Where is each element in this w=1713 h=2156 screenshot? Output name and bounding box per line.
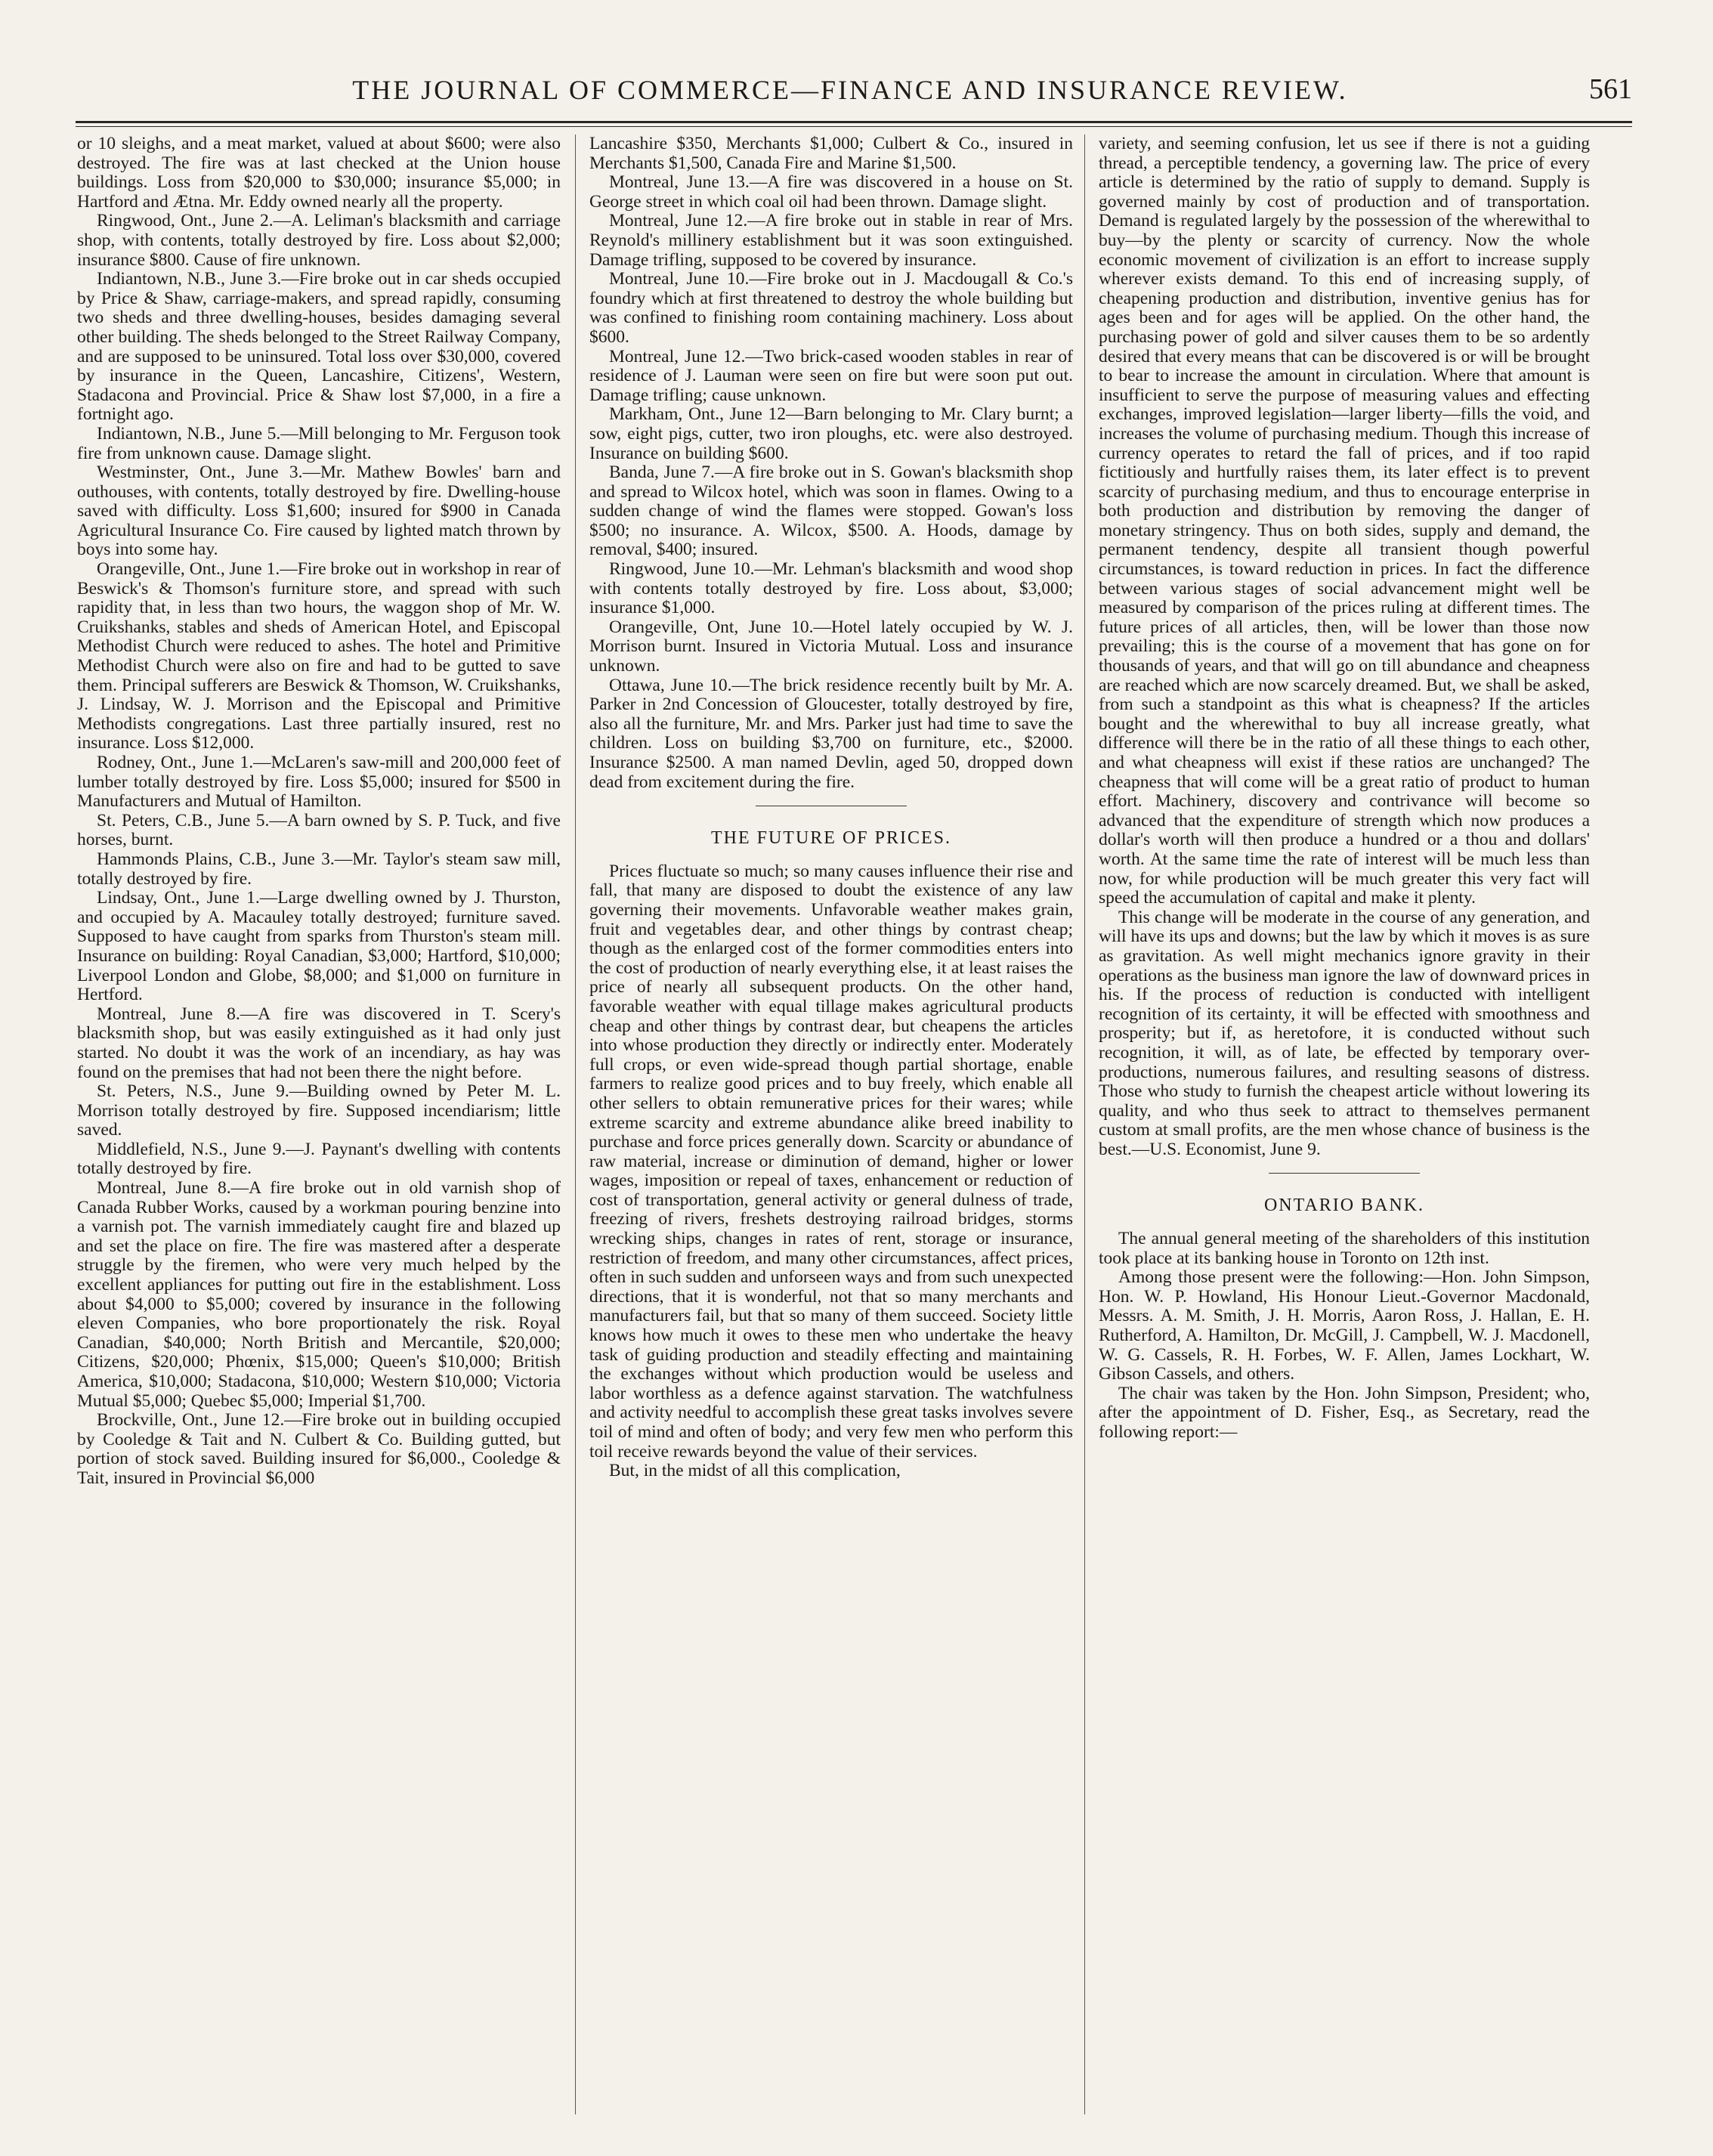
paragraph: Banda, June 7.—A fire broke out in S. Gowan's blacksmith shop and spread to Wilcox hotel, which was soon in flames. Owing to a sudden change of wind the flames were stopped. Gowan's loss $500; no insurance. A. Wilcox, $500. A. Hoods, damage by removal, $400; insured. [589, 462, 1073, 560]
paragraph: Indiantown, N.B., June 3.—Fire broke out in car sheds occupied by Price & Shaw, carriage-makers, and spread rapidly, consuming two sheds and three dwelling-houses, besides damaging several other building. The sheds belonged to the Street Railway Company, and are supposed to be uninsured. Total loss over $30,000, covered by insurance in the Queen, Lancashire, Citizens', Western, Stadacona and Provincial. Price & Shaw lost $7,000, in a fire a fortnight ago. [77, 269, 561, 425]
paragraph: Among those present were the following:—Hon. John Simpson, Hon. W. P. Howland, His Honour Lieut.-Governor Macdonald, Messrs. A. M. Smith, J. H. Morris, Aaron Ross, J. Hallan, E. H. Rutherford, A. Hamilton, Dr. McGill, J. Campbell, W. J. Macdonell, W. G. Cassels, R. H. Forbes, W. F. Allen, James Lockhart, W. Gibson Cassels, and others. [1099, 1267, 1590, 1384]
paragraph: Ringwood, June 10.—Mr. Lehman's blacksmith and wood shop with contents totally destroyed by fire. Loss about, $3,000; insurance $1,000. [589, 559, 1073, 618]
paragraph: Montreal, June 13.—A fire was discovered in a house on St. George street in which coal oil had been thrown. Damage slight. [589, 172, 1073, 212]
column-2 [589, 135, 1073, 2114]
paragraph: or 10 sleighs, and a meat market, valued at about $600; were also destroyed. The fire was at last checked at the Union house buildings. Loss from $20,000 to $30,000; insurance $5,000; in Hartford and Ætna. Mr. Eddy owned nearly all the property. [77, 135, 561, 212]
paragraph: The chair was taken by the Hon. John Simpson, President; who, after the appointment of D. Fisher, Esq., as Secretary, read the following report:— [1099, 1383, 1590, 1442]
paragraph: This change will be moderate in the course of any generation, and will have its ups and downs; but the law by which it moves is as sure as gravitation. As well might mechanics ignore gravity in their operations as the business man ignore the law of downward prices in his. If the process of reduction is conducted with intelligent recognition of its certainty, it will be effected with smoothness and prosperity; but if, as heretofore, it is conducted without such recognition, it will, as of late, be effected by temporary over-productions, numerous failures, and resulting seasons of distress. Those who study to furnish the cheapest article without lowering its quality, and who thus seek to attract to themselves permanent custom at small profits, are the men whose chance of business is the best.—U.S. Economist, June 9. [1099, 907, 1590, 1159]
paragraph: Westminster, Ont., June 3.—Mr. Mathew Bowles' barn and outhouses, with contents, totally destroyed by fire. Dwelling-house saved with difficulty. Loss $1,600; insured for $900 in Canada Agricultural Insurance Co. Fire caused by lighted match thrown by boys into some hay. [77, 462, 561, 560]
paragraph: Montreal, June 8.—A fire was discovered in T. Scery's blacksmith shop, but was easily extinguished as it had only just started. No doubt it was the work of an incendiary, as hay was found on the premises that had not been there the night before. [77, 1004, 561, 1082]
future-of-prices-continued [1099, 135, 1590, 1159]
paragraph: Brockville, Ont., June 12.—Fire broke out in building occupied by Cooledge & Tait and N. Culbert & Co. Building gutted, but portion of stock saved. Building insured for $6,000., Cooledge & Tait, insured in Provincial $6,000 [77, 1410, 561, 1488]
column-1 [77, 135, 561, 2114]
header-rule [76, 121, 1632, 123]
paragraph: St. Peters, N.S., June 9.—Building owned by Peter M. L. Morrison totally destroyed by fire. Supposed incendiarism; little saved. [77, 1081, 561, 1140]
paragraph: Hammonds Plains, C.B., June 3.—Mr. Taylor's steam saw mill, totally destroyed by fire. [77, 849, 561, 889]
section-title-ontario-bank: ONTARIO BANK. [1263, 1196, 1425, 1216]
paragraph: Orangeville, Ont., June 1.—Fire broke out in workshop in rear of Beswick's & Thomson's furniture store, and spread with such rapidity that, in less than two hours, the waggon shop of Mr. W. Cruikshanks, stables and sheds of American Hotel, and Episcopal Methodist Church were reduced to ashes. The hotel and Primitive Methodist Church were also on fire and had to be gutted to save them. Principal sufferers are Beswick & Thomson, W. Cruikshanks, J. Lindsay, W. J. Morrison and the Episcopal and Primitive Methodists congregations. Last three partially insured, rest no insurance. Loss $12,000. [77, 559, 561, 753]
section-divider [1269, 1173, 1420, 1174]
paragraph: Ringwood, Ont., June 2.—A. Leliman's blacksmith and carriage shop, with contents, totally destroyed by fire. Loss about $2,000; insurance $800. Cause of fire unknown. [77, 211, 561, 270]
fire-record-continued [589, 135, 1073, 792]
header-rule-thin [76, 126, 1632, 127]
journal-title: THE JOURNAL OF COMMERCE—FINANCE AND INSURANCE REVIEW. [352, 75, 1348, 105]
paragraph: Montreal, June 10.—Fire broke out in J. Macdougall & Co.'s foundry which at first threatened to destroy the whole building but was confined to finishing room containing machinery. Loss about $600. [589, 269, 1073, 347]
column-divider [1084, 135, 1085, 2114]
column-divider [575, 135, 576, 2114]
paragraph: Lindsay, Ont., June 1.—Large dwelling owned by J. Thurston, and occupied by A. Macauley totally destroyed; furniture saved. Supposed to have caught from sparks from Thurston's steam mill. Insurance on building: Royal Canadian, $3,000; Hartford, $10,000; Liverpool London and Globe, $8,000; and $1,000 on furniture in Hertford. [77, 888, 561, 1005]
paragraph: Middlefield, N.S., June 9.—J. Paynant's dwelling with contents totally destroyed by fire. [77, 1139, 561, 1179]
paragraph: Rodney, Ont., June 1.—McLaren's saw-mill and 200,000 feet of lumber totally destroyed by fire. Loss $5,000; insured for $500 in Manufacturers and Mutual of Hamilton. [77, 753, 561, 812]
paragraph: Orangeville, Ont, June 10.—Hotel lately occupied by W. J. Morrison burnt. Insured in Victoria Mutual. Loss and insurance unknown. [589, 617, 1073, 676]
paragraph: The annual general meeting of the shareholders of this institution took place at its banking house in Toronto on 12th inst. [1099, 1229, 1590, 1268]
paragraph: Montreal, June 12.—Two brick-cased wooden stables in rear of residence of J. Lauman were seen on fire but were soon put out. Damage trifling; cause unknown. [589, 346, 1073, 405]
paragraph: Ottawa, June 10.—The brick residence recently built by Mr. A. Parker in 2nd Concession of Gloucester, totally destroyed by fire, also all the furniture, Mr. and Mrs. Parker just had time to save the children. Loss on building $3,700 on furniture, etc., $2000. Insurance $2500. A man named Devlin, aged 50, dropped down dead from excitement during the fire. [589, 675, 1073, 792]
paragraph: Montreal, June 8.—A fire broke out in old varnish shop of Canada Rubber Works, caused by a workman pouring benzine into a varnish pot. The varnish immediately caught fire and blazed up and set the place on fire. The fire was mastered after a desperate struggle by the firemen, who were very much helped by the excellent appliances for putting out fire in the establishment. Loss about $4,000 to $5,000; covered by insurance in the following eleven Companies, who bore proportionately the risk. Royal Canadian, $40,000; North British and Mercantile, $20,000; Citizens, $20,000; Phœnix, $15,000; Queen's $10,000; British America, $10,000; Stadacona, $10,000; Western $10,000; Victoria Mutual $5,000; Quebec $5,000; Imperial $1,700. [77, 1178, 561, 1411]
page-header [68, 68, 1632, 113]
ontario-bank-article [1099, 1230, 1590, 1443]
paragraph: Lancashire $350, Merchants $1,000; Culbert & Co., insured in Merchants $1,500, Canada Fire and Marine $1,500. [589, 135, 1073, 173]
paragraph: variety, and seeming confusion, let us see if there is not a guiding thread, a perceptible tendency, a governing law. The price of every article is determined by the ratio of supply to demand. Supply is governed mainly by cost of production and of transportation. Demand is regulated largely by the possession of the wherewithal to buy—by the plenty or scarcity of currency. Now the whole economic movement of civilization is an effort to increase supply wherever exists demand. To this end of increasing supply, of cheapening production and distribution, inventive genius has for ages been and for ages will be applied. On the other hand, the purchasing power of gold and silver causes them to be so ardently desired that every means that can be discovered is or will be brought to bear to increase the amount in circulation. Where that amount is insufficient to serve the purpose of measuring values and effecting exchanges, improved legislation—larger liberty—fills the void, and increases the volume of purchasing medium. Though this increase of currency operates to retard the fall of prices, and if too rapid fictitiously and hurtfully raises them, its later effect is to prevent scarcity of purchasing medium, and thus to encourage enterprise in both production and distribution by removing the danger of monetary stringency. Thus on both sides, supply and demand, the permanent tendency, despite all transient though powerful circumstances, is toward reduction in prices. In fact the difference between various stages of social advancement might well be measured by comparison of the prices ruling at different times. The future prices of all articles, then, will be lower than those now prevailing; this is the course of a movement that has gone on for thousands of years, and that will go on till abundance and cheapness are reached which are now scarcely dreamed. But, we shall be asked, from such a standpoint as this what is cheapness? If the articles bought and the wherewithal to buy all increase greatly, what difference will there be in the ratio of all these things to each other, and what cheapness will exist if these ratios are unchanged? The cheapness that will come will be a great ratio of product to human effort. Machinery, discovery and contrivance will become so advanced that the expenditure of strength which now produces a dollar's worth will then produce a hundred or a thou and dollars' worth. At the same time the rate of interest will be much less than now, for while production will be much greater this very fact will speed the accumulation of capital and make it plenty. [1099, 135, 1590, 908]
paragraph: Markham, Ont., June 12—Barn belonging to Mr. Clary burnt; a sow, eight pigs, cutter, two iron ploughs, etc. were also destroyed. Insurance on building $600. [589, 404, 1073, 463]
column-3 [1099, 135, 1590, 2114]
paragraph: St. Peters, C.B., June 5.—A barn owned by S. P. Tuck, and five horses, burnt. [77, 810, 561, 850]
paragraph: Prices fluctuate so much; so many causes influence their rise and fall, that many are disposed to doubt the existence of any law governing their movements. Unfavorable weather makes grain, fruit and vegetables dear, and other things by contrast cheap; though as the enlarged cost of the former commodities enters into the cost of production of nearly everything else, it at least raises the price of nearly all subsequent products. On the other hand, favorable weather with equal tillage makes agricultural products cheap and other things by contrast dear, but cheapens the articles into whose production they directly or indirectly enter. Moderately full crops, or even wide-spread though partial shortage, enable farmers to realize good prices and to buy freely, which enable all other sellers to obtain remunerative prices for their wares; while extreme scarcity and extreme abundance alike breed inability to purchase and force prices generally down. Scarcity or abundance of raw material, increase or diminution of demand, higher or lower wages, imposition or repeal of taxes, enhancement or reduction of cost of transportation, general activity or general dulness of trade, freezing of rivers, freshets destroying railroad bridges, storms wrecking ships, changes in rates of rent, storage or insurance, restriction of freedom, and many other circumstances, affect prices, often in such sudden and unforseen ways and from such unexpected directions, that it is wonderful, not that so many merchants and manufacturers fail, but that so many of them succeed. Society little knows how much it owes to these men who undertake the heavy task of guiding production and steadily effecting and maintaining the exchanges without which production would be useless and labor worthless as a defence against starvation. The watchfulness and activity needful to accomplish these great tasks involves severe toil of mind and often of body; and very few men who perform this toil receive rewards beyond the value of their services. [589, 861, 1073, 1462]
page-number: 561 [1589, 73, 1632, 105]
paragraph: Montreal, June 12.—A fire broke out in stable in rear of Mrs. Reynold's millinery establishment but it was soon extinguished. Damage trifling, supposed to be covered by insurance. [589, 211, 1073, 270]
section-title-future-of-prices: THE FUTURE OF PRICES. [710, 828, 952, 849]
paragraph: But, in the midst of all this complication, [609, 1461, 901, 1481]
paragraph: Indiantown, N.B., June 5.—Mill belonging to Mr. Ferguson took fire from unknown cause. Damage slight. [77, 423, 561, 463]
future-of-prices-article [589, 862, 1073, 1481]
